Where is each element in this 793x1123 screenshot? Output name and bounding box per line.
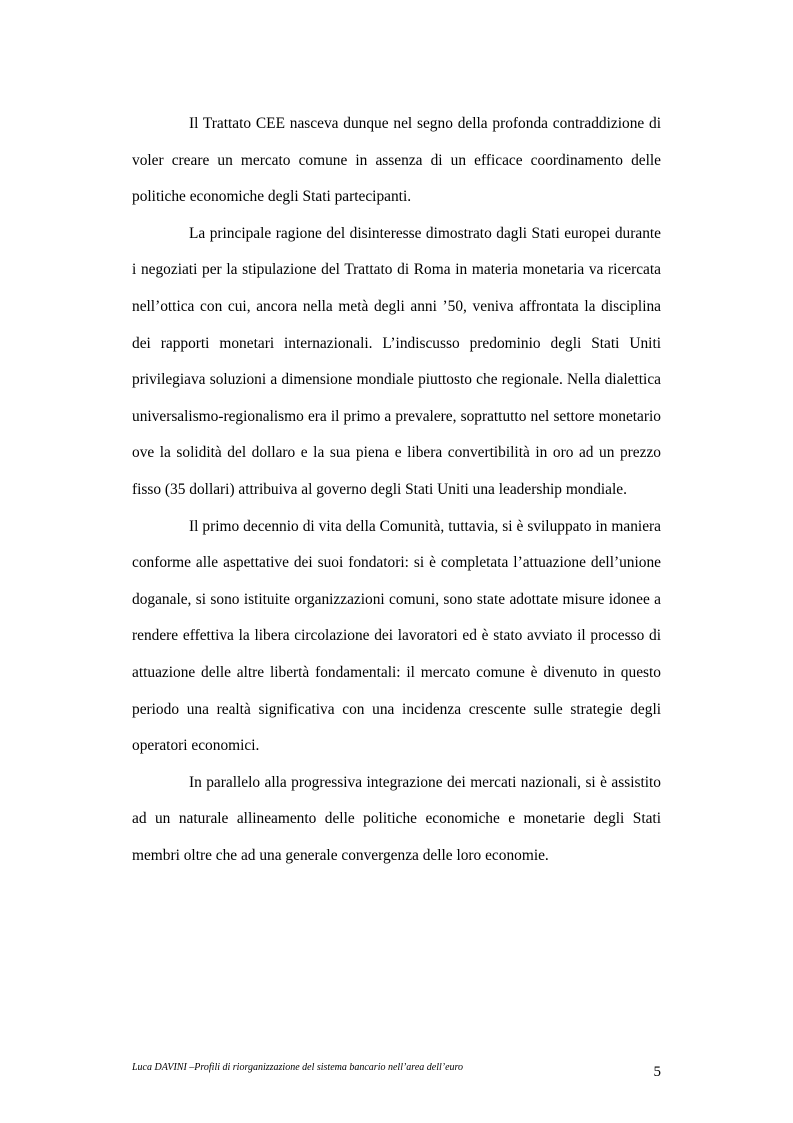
page-number: 5 bbox=[653, 1064, 661, 1080]
paragraph-3: Il primo decennio di vita della Comunità, tuttavia, si è sviluppato in maniera conforme alle aspettative dei suoi fondatori: si è completata l’attuazione dell’unione doganale, si sono istituite organizzazioni comuni, sono state adottate misure idonee a rendere effettiva la libera circolazione dei lavoratori ed è stato avviato il processo di attuazione delle altre libertà fondamentali: il mercato comune è divenuto in questo periodo una realtà significativa con una incidenza crescente sulle strategie degli operatori economici. bbox=[132, 517, 661, 755]
footer-author-title: Luca DAVINI –Profili di riorganizzazione del sistema bancario nell’area dell’euro bbox=[132, 1062, 464, 1073]
paragraph-2: La principale ragione del disinteresse dimostrato dagli Stati europei durante i negoziati per la stipulazione del Trattato di Roma in materia monetaria va ricercata nell’ottica con cui, ancora nella metà degli anni ’50, veniva affrontata la disciplina dei rapporti monetari internazionali. L’indiscusso predominio degli Stati Uniti privilegiava soluzioni a dimensione mondiale piuttosto che regionale. Nella dialettica universalismo-regionalismo era il primo a prevalere, soprattutto nel settore monetario ove la solidità del dollaro e la sua piena e libera convertibilità in oro ad un prezzo fisso (35 dollari) attribuiva al governo degli Stati Uniti una leadership mondiale. bbox=[132, 224, 661, 498]
paragraph-4: In parallelo alla progressiva integrazione dei mercati nazionali, si è assistito ad un naturale allineamento delle politiche economiche e monetarie degli Stati membri oltre che ad una generale convergenza delle loro economie. bbox=[132, 773, 661, 864]
paragraph-1: Il Trattato CEE nasceva dunque nel segno della profonda contraddizione di voler creare un mercato comune in assenza di un efficace coordinamento delle politiche economiche degli Stati partecipanti. bbox=[132, 115, 661, 206]
body-text bbox=[132, 106, 661, 874]
